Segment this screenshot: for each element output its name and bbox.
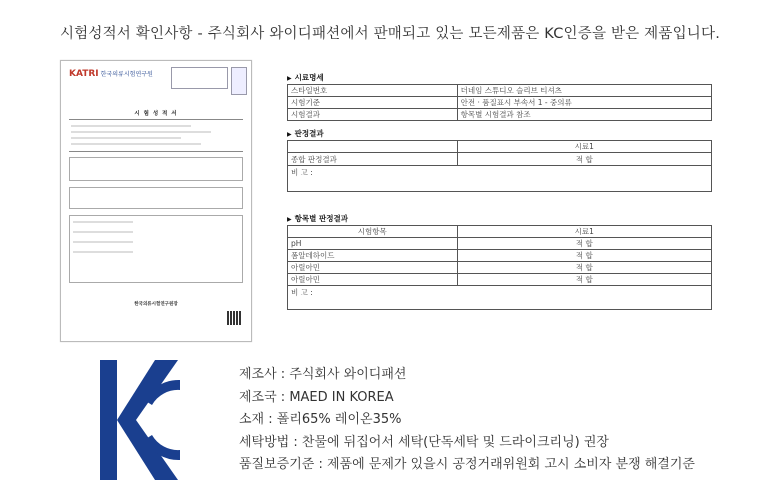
qr-code-icon — [227, 311, 241, 325]
manufacturer-line: 제조사 : 주식회사 와이디패션 — [239, 367, 407, 382]
item-judgement-section — [287, 213, 712, 310]
warranty-line: 품질보증기준 : 제품에 문제가 있을시 공정거래위원회 고시 소비자 분쟁 해결기준 — [239, 457, 695, 472]
washing-line: 세탁방법 : 찬물에 뒤집어서 세탁(단독세탁 및 드라이크리닝) 권장 — [239, 434, 609, 450]
certificate-stamp — [171, 67, 228, 89]
katri-logo: KATRI 한국의류시험연구원 — [69, 69, 153, 79]
headline: 시험성적서 확인사항 - 주식회사 와이디패션에서 판매되고 있는 모든제품은 KC인증을 받은 제품입니다. — [59, 26, 721, 42]
item-judgement-table: 시험항목 시료1 pH 적 합 폼알데하이드 적 합 아릴아민 적 합 아릴아민 적 합 비 고 : — [287, 225, 712, 310]
certificate-title: 시 험 성 적 서 — [134, 111, 178, 117]
table-row: 아릴아민 적 합 — [288, 274, 712, 286]
table-row: 스타일번호 더네임 스튜디오 슬리브 티셔츠 — [288, 85, 712, 97]
table-row: 폼알데하이드 적 합 — [288, 250, 712, 262]
sample-section — [287, 72, 712, 121]
certificate-seal — [231, 67, 247, 95]
certificate-thumbnail — [60, 60, 252, 342]
sample-table — [287, 84, 712, 121]
judgement-section — [287, 128, 712, 192]
judgement-table: 시료1 종합 판정결과 적 합 비 고 : — [287, 140, 712, 192]
table-row: 종합 판정결과 적 합 — [288, 153, 712, 166]
table-row: 시험결과 항목별 시험결과 참조 — [288, 109, 712, 121]
table-row: 아릴아민 적 합 — [288, 262, 712, 274]
product-info — [239, 364, 695, 477]
kc-mark-icon — [100, 360, 180, 480]
table-row: pH 적 합 — [288, 238, 712, 250]
judgement-section-title: ▶ 판정결과 — [287, 129, 324, 138]
material-line: 소재 : 폴리65% 레이온35% — [239, 412, 402, 427]
table-row: 시험기준 안전 · 품질표시 부속서 1 - 중의류 — [288, 97, 712, 109]
certificate-footer: 한국의류시험연구원장 — [134, 302, 178, 307]
country-line: 제조국 : MAED IN KOREA — [239, 389, 394, 405]
sample-section-title: ▶ 시료명세 — [287, 73, 324, 82]
item-judgement-section-title: ▶ 항목별 판정결과 — [287, 214, 348, 223]
